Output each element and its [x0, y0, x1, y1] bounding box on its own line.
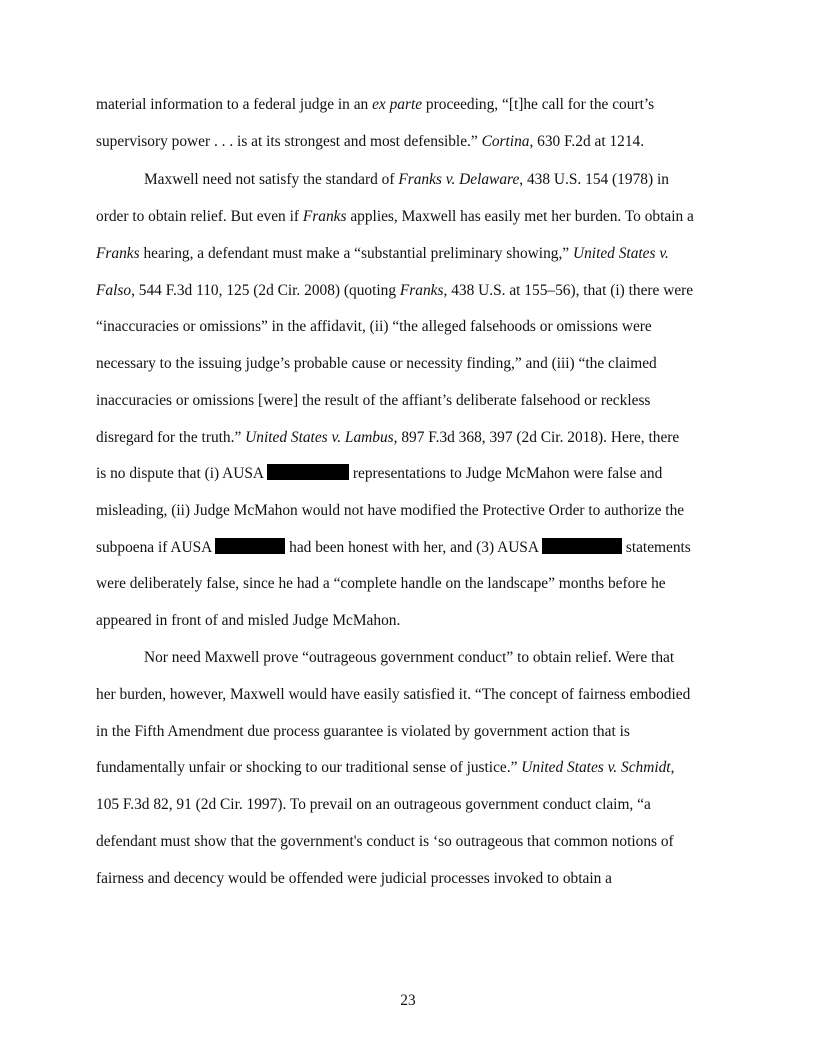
text-run: necessary to the issuing judge’s probable cause or necessity finding,” and (iii) “the claimed — [96, 355, 657, 372]
text-line — [96, 832, 674, 852]
text-run: supervisory power . . . is at its strongest and most defensible.” — [96, 133, 482, 150]
case-citation: United States v. Schmidt — [521, 759, 671, 776]
case-citation: Falso — [96, 282, 132, 299]
text-run: Maxwell need not satisfy the standard of — [144, 171, 399, 188]
text-line — [96, 428, 679, 448]
text-run: appeared in front of and misled Judge McMahon. — [96, 612, 401, 629]
text-line — [96, 464, 662, 484]
text-run: subpoena if AUSA — [96, 539, 216, 556]
text-run: representations to Judge McMahon were false and — [349, 465, 663, 482]
text-run: , 544 F.3d 110, 125 (2d Cir. 2008) (quoting — [131, 282, 400, 299]
text-run: her burden, however, Maxwell would have easily satisfied it. “The concept of fairness embodied — [96, 686, 691, 703]
case-citation: Cortina — [481, 133, 530, 150]
page-number: 23 — [400, 992, 416, 1009]
text-line — [96, 207, 694, 227]
text-run: “inaccuracies or omissions” in the affidavit, (ii) “the alleged falsehoods or omissions were — [96, 318, 652, 335]
text-line — [96, 795, 651, 815]
text-run: order to obtain relief. But even if — [96, 208, 303, 225]
text-run: , 630 F.2d at 1214. — [529, 133, 645, 150]
text-line — [96, 95, 654, 115]
text-line — [144, 648, 674, 668]
case-citation: Franks v. Delaware — [398, 171, 520, 188]
case-citation: Franks — [302, 208, 347, 225]
text-line — [96, 391, 650, 411]
text-run: defendant must show that the government's conduct is ‘so outrageous that common notions of — [96, 833, 674, 850]
text-run: is no dispute that (i) AUSA — [96, 465, 268, 482]
italic-text-run: ex parte — [372, 96, 423, 113]
text-line — [96, 685, 690, 705]
case-citation: Franks — [96, 245, 140, 262]
case-citation: United States v. Lambus — [245, 429, 394, 446]
text-run: disregard for the truth.” — [96, 429, 246, 446]
text-line — [96, 722, 630, 742]
text-run: inaccuracies or omissions [were] the result of the affiant’s deliberate falsehood or reckless — [96, 392, 651, 409]
redaction-box — [542, 538, 622, 554]
text-line — [96, 758, 674, 778]
text-run: , 438 U.S. at 155–56), that (i) there were — [443, 282, 694, 299]
case-citation: United States v. — [572, 245, 669, 262]
redaction-box — [215, 538, 285, 554]
text-line — [96, 501, 684, 521]
text-run: Nor need Maxwell prove “outrageous government conduct” to obtain relief. Were that — [144, 649, 675, 666]
redaction-box — [267, 464, 349, 480]
case-citation: Franks — [399, 282, 444, 299]
text-run: hearing, a defendant must make a “substantial preliminary showing,” — [139, 245, 573, 262]
text-run: , — [670, 759, 675, 776]
text-run: 105 F.3d 82, 91 (2d Cir. 1997). To prevail on an outrageous government conduct claim, “a — [96, 796, 651, 813]
text-line — [96, 574, 666, 594]
text-run: , 897 F.3d 368, 397 (2d Cir. 2018). Here, there — [393, 429, 680, 446]
text-line — [96, 317, 652, 337]
text-line — [96, 281, 693, 301]
text-run: in the Fifth Amendment due process guarantee is violated by government action that is — [96, 723, 630, 740]
text-run: misleading, (ii) Judge McMahon would not have modified the Protective Order to authorize the — [96, 502, 685, 519]
text-run: statements — [621, 539, 691, 556]
text-run: proceeding, “[t]he call for the court’s — [422, 96, 655, 113]
text-run: , 438 U.S. 154 (1978) in — [519, 171, 669, 188]
text-line — [144, 170, 669, 190]
text-run: were deliberately false, since he had a “complete handle on the landscape” months before he — [96, 575, 666, 592]
text-run: material information to a federal judge in an — [96, 96, 373, 113]
text-run: applies, Maxwell has easily met her burden. To obtain a — [346, 208, 694, 225]
text-line — [96, 611, 400, 631]
text-run: had been honest with her, and (3) AUSA — [285, 539, 542, 556]
text-line — [96, 354, 657, 374]
text-run: fairness and decency would be offended were judicial processes invoked to obtain a — [96, 870, 612, 887]
text-line — [96, 244, 669, 264]
text-line — [96, 869, 612, 889]
text-run: fundamentally unfair or shocking to our traditional sense of justice.” — [96, 759, 522, 776]
text-line — [96, 538, 691, 558]
text-line — [96, 132, 644, 152]
